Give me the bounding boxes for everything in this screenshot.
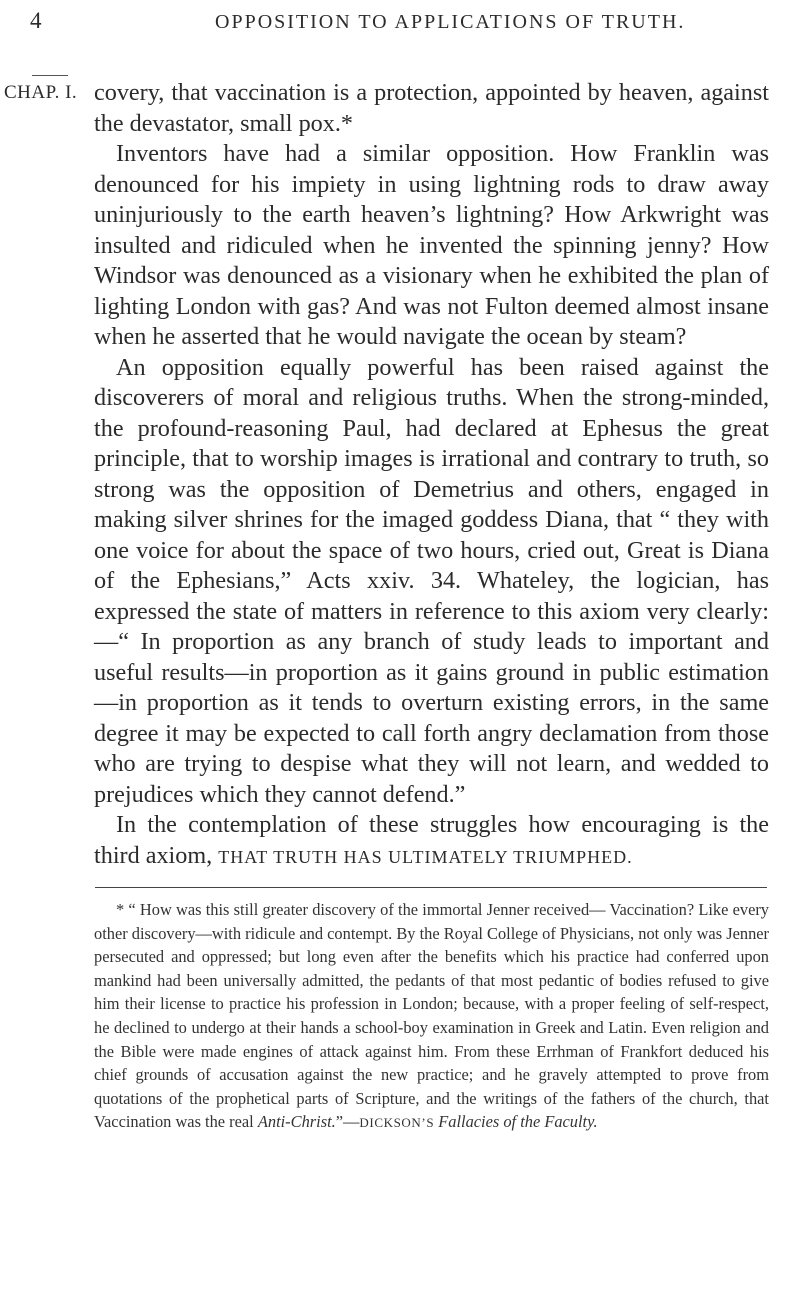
footnote-work-title: Fallacies of the Faculty. bbox=[438, 1112, 598, 1132]
paragraph-1: covery, that vaccination is a protection, appointed by heaven, against the devastator, small pox.* bbox=[94, 79, 769, 137]
chapter-label: CHAP. I. bbox=[4, 82, 78, 103]
footnote-close-quote: ”— bbox=[335, 1112, 360, 1132]
paragraph-4-lead: In the contemplation of these struggles how encouraging is the third axiom, bbox=[94, 811, 769, 869]
body-text bbox=[94, 78, 769, 872]
footnote-anti-christ: Anti-Christ. bbox=[257, 1112, 336, 1132]
paragraph-4 bbox=[94, 810, 769, 872]
footnote-rule bbox=[95, 887, 767, 888]
chapter-rule bbox=[32, 75, 68, 76]
footnote-text: * “ How was this still greater discovery of the immortal Jenner received— Vaccination? Like every other discovery—with ridicule and contempt. By the Royal College of Physicians, not only was Jenner persecuted and oppressed; but long even after the benefits which his practice had conferred upon mankind had been universally admitted, the pedants of that most pedantic of bodies refused to give him their license to practice his profession in London; because, with a proper feeling of self-respect, he declined to undergo at their hands a school-boy examination in Greek and Latin. Even religion and the Bible were made engines of attack against him. From these Errhman of Frankfort deduced his chief grounds of accusation against the new practice; and he gravely attempted to prove from quotations of the prophetical parts of Scripture, and the writings of the fathers of the church, that Vaccination was the real bbox=[94, 900, 769, 1132]
footnote-author: DICKSON’S bbox=[359, 1115, 435, 1131]
paragraph-3: An opposition equally powerful has been raised against the discoverers of moral and religious truths. When the strong-minded, the profound-reasoning Paul, had declared at Ephesus the great principle, that to worship images is irrational and contrary to truth, so strong was the opposition of Demetrius and others, engaged in making silver shrines for the imaged goddess Diana, that “ they with one voice for about the space of two hours, cried out, Great is Diana of the Ephesians,” Acts xxiv. 34. Whateley, the logician, has expressed the state of matters in reference to this axiom very clearly:—“ In proportion as any branch of study leads to important and useful results—in proportion as it gains ground in public estimation—in proportion as it tends to overturn existing errors, in the same degree it may be expected to call forth angry declamation from those who are trying to despise what they will not learn, and wedded to prejudices which they cannot defend.” bbox=[94, 353, 769, 808]
footnote bbox=[94, 898, 769, 1135]
page-number: 4 bbox=[30, 8, 42, 33]
paragraph-2: Inventors have had a similar opposition. How Franklin was denounced for his impiety in using lightning rods to draw away uninjuriously to the earth heaven’s lightning? How Arkwright was insulted and ridiculed when he invented the spinning jenny? How Windsor was denounced as a visionary when he exhibited the plan of lighting London with gas? And was not Fulton deemed almost insane when he asserted that he would navigate the ocean by steam? bbox=[94, 140, 769, 350]
third-axiom: THAT TRUTH HAS ULTIMATELY TRIUMPHED. bbox=[218, 846, 633, 867]
running-title: OPPOSITION TO APPLICATIONS OF TRUTH. bbox=[215, 11, 686, 33]
